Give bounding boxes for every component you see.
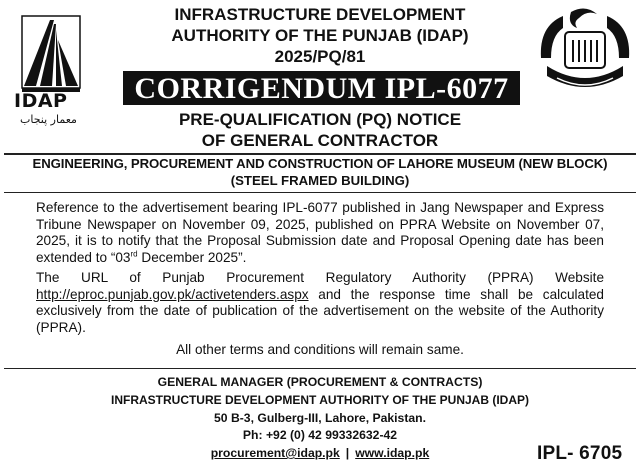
paragraph-text: The URL of Punjab Procurement Regulatory Authority (PPRA) Website [36, 270, 604, 285]
ppra-url-link[interactable]: http://eproc.punjab.gov.pk/activetenders.aspx [36, 286, 309, 302]
body-paragraph-1 [36, 200, 604, 266]
signatory-title: GENERAL MANAGER (PROCUREMENT & CONTRACTS) [157, 375, 483, 389]
body-paragraph-3: All other terms and conditions will remain same. [176, 342, 464, 357]
phone: Ph: +92 (0) 42 99332632-42 [242, 428, 398, 442]
idap-logo-text: IDAP [14, 90, 68, 112]
idap-tower-icon [6, 10, 102, 100]
project-title-line2: (STEEL FRAMED BUILDING) [230, 173, 410, 188]
project-title-line1: ENGINEERING, PROCUREMENT AND CONSTRUCTION OF LAHORE MUSEUM (NEW BLOCK) [32, 156, 608, 171]
punjab-emblem-icon [533, 6, 637, 102]
paragraph-text: December 2025”. [137, 249, 247, 265]
org-title-line2: AUTHORITY OF THE PUNJAB (IDAP) [171, 26, 469, 45]
divider [4, 153, 636, 155]
idap-logo-urdu: معمار پنجاب [20, 113, 77, 126]
separator: | [345, 446, 350, 460]
body-paragraph-2 [36, 270, 604, 336]
notice-title-line1: PRE-QUALIFICATION (PQ) NOTICE [178, 110, 462, 129]
paragraph-text: and the response time shall be calculated exclusively from the date of publication of the advertisement on the website of the Authority (PPRA). [36, 286, 604, 335]
notice-title-line2: OF GENERAL CONTRACTOR [201, 131, 439, 150]
divider [4, 192, 636, 193]
email-link[interactable]: procurement@idap.pk [210, 446, 340, 460]
reference-number: 2025/PQ/81 [274, 47, 366, 66]
ordinal-suffix: rd [130, 248, 138, 258]
paragraph-text: Reference to the advertisement bearing IPL-6077 published in Jang Newspaper and Express Tribune Newspaper on November 09, 2025, published on PPRA Website on November 07, 2025, it is to notify that the Proposal Submission date and Proposal Opening date has been extended to “03 [36, 200, 604, 265]
ipl-number-tag: IPL- 6705 [537, 443, 623, 464]
corrigendum-banner: CORRIGENDUM IPL-6077 [123, 71, 520, 105]
address: 50 B-3, Gulberg-III, Lahore, Pakistan. [214, 411, 426, 425]
website-link[interactable]: www.idap.pk [355, 446, 430, 460]
signatory-organization: INFRASTRUCTURE DEVELOPMENT AUTHORITY OF THE PUNJAB (IDAP) [110, 393, 529, 407]
divider [4, 368, 636, 369]
org-title-line1: INFRASTRUCTURE DEVELOPMENT [174, 5, 466, 24]
contact-line [90, 446, 550, 460]
